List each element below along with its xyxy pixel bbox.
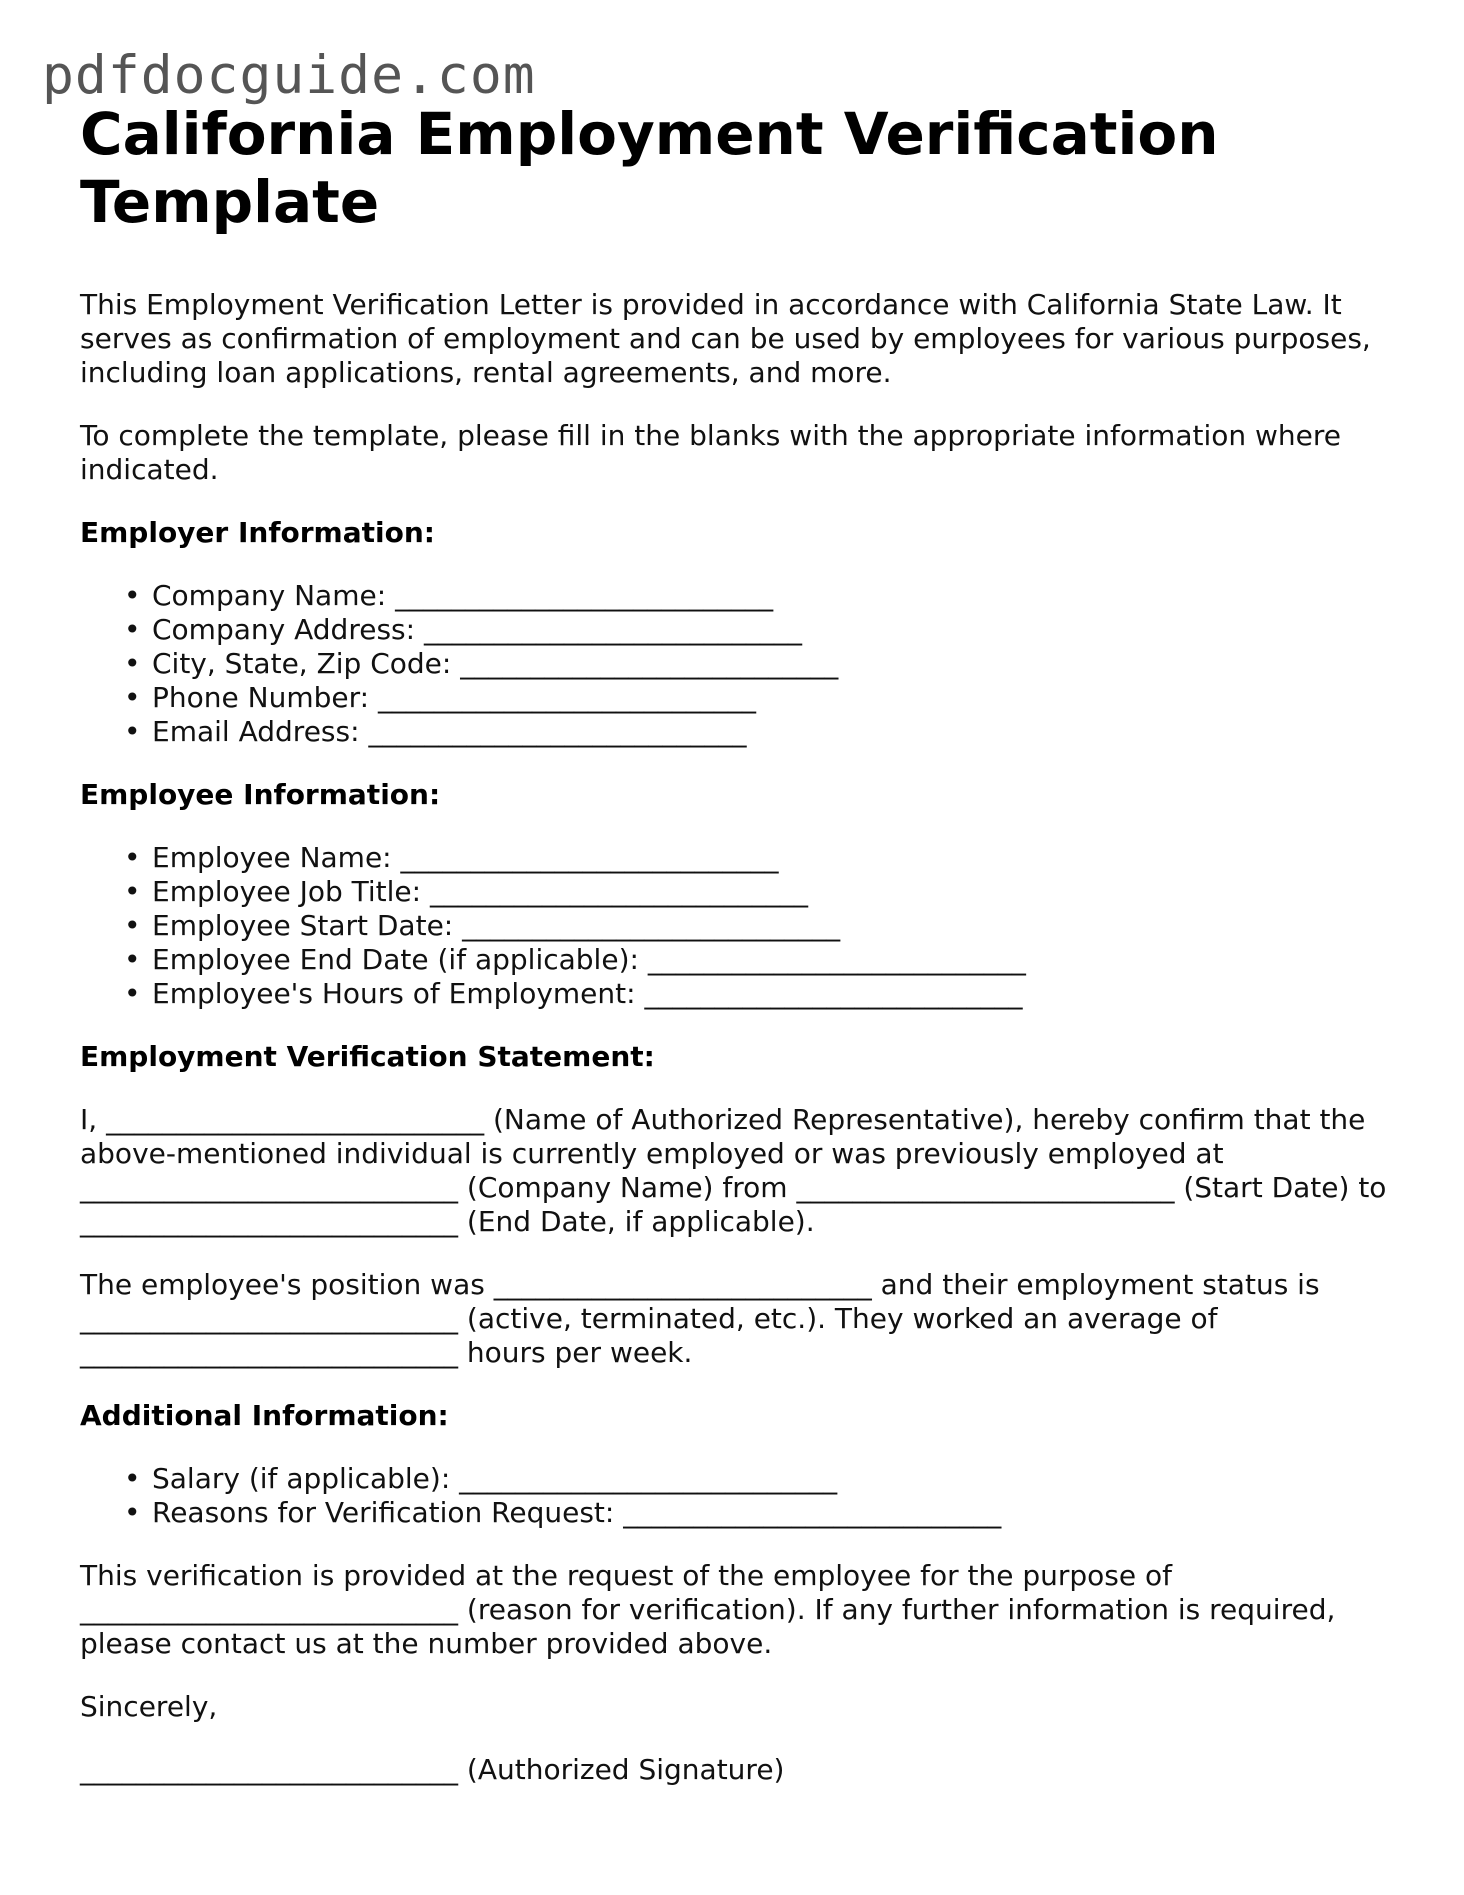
statement-text: hours per week. (466, 1336, 693, 1369)
field-label-end-date: Employee End Date (if applicable): (152, 943, 639, 976)
blank-line[interactable]: ___________________________ (462, 909, 841, 942)
statement-paragraph-2 (80, 1268, 1400, 1370)
blank-line[interactable]: ___________________________ (423, 613, 802, 646)
bullet: • (124, 715, 141, 748)
statement-text: (Company Name) from (466, 1171, 788, 1204)
field-label-email-address: Email Address: (152, 715, 360, 748)
page-title: California Employment Verification Template (80, 100, 1219, 236)
employer-field-list (80, 579, 1400, 749)
list-item (124, 715, 1400, 749)
blank-line[interactable]: ___________________________ (395, 579, 774, 612)
bullet: • (124, 1496, 141, 1529)
statement-text: (active, terminated, etc.). They worked an average of (466, 1302, 1218, 1335)
blank-line[interactable]: ___________________________ (368, 715, 747, 748)
sincerely-text: Sincerely, (80, 1690, 218, 1723)
closing-text: This verification is provided at the request of the employee for the purpose of (80, 1559, 1172, 1592)
closing-paragraph (80, 1559, 1400, 1661)
employer-section-heading: Employer Information: (80, 516, 435, 549)
blank-line[interactable]: ___________________________ (80, 1171, 458, 1204)
field-label-employee-name: Employee Name: (152, 841, 392, 874)
intro-paragraph-2: To complete the template, please fill in the blanks with the appropriate information where indicated. (80, 419, 1342, 486)
field-label-phone-number: Phone Number: (152, 681, 370, 714)
blank-line[interactable]: ___________________________ (80, 1336, 458, 1369)
statement-text: and their employment status is (880, 1268, 1320, 1301)
additional-field-list (80, 1462, 1400, 1530)
bullet: • (124, 647, 141, 680)
list-item (124, 943, 1400, 977)
bullet: • (124, 943, 141, 976)
bullet: • (124, 909, 141, 942)
blank-line[interactable]: ___________________________ (460, 647, 839, 680)
list-item (124, 875, 1400, 909)
blank-line[interactable]: ___________________________ (377, 681, 756, 714)
closing-text: (reason for verification). If any further information is required, please contact us at the number provided above. (80, 1593, 1336, 1660)
blank-line[interactable]: ___________________________ (80, 1302, 458, 1335)
blank-line[interactable]: ___________________________ (400, 841, 779, 874)
intro-paragraph-1: This Employment Verification Letter is provided in accordance with California State Law. It serves as confirmation of employment and can be used by employees for various purposes, including loan applications, rental agreements, and more. (80, 288, 1371, 389)
field-label-reasons: Reasons for Verification Request: (152, 1496, 615, 1529)
list-item (124, 613, 1400, 647)
bullet: • (124, 875, 141, 908)
blank-line[interactable]: ___________________________ (80, 1205, 458, 1238)
list-item (124, 681, 1400, 715)
field-label-salary: Salary (if applicable): (152, 1462, 451, 1495)
blank-line[interactable]: ___________________________ (80, 1753, 458, 1786)
field-label-job-title: Employee Job Title: (152, 875, 422, 908)
statement-text: (Start Date) to (1183, 1171, 1387, 1204)
additional-section-heading: Additional Information: (80, 1399, 449, 1432)
employee-section-heading: Employee Information: (80, 778, 441, 811)
employee-field-list (80, 841, 1400, 1011)
field-label-company-name: Company Name: (152, 579, 387, 612)
bullet: • (124, 977, 141, 1010)
blank-line[interactable]: ___________________________ (80, 1593, 458, 1626)
statement-text: The employee's position was (80, 1268, 485, 1301)
list-item (124, 841, 1400, 875)
bullet: • (124, 681, 141, 714)
statement-text: I, (80, 1103, 98, 1136)
signature-label: (Authorized Signature) (466, 1753, 785, 1786)
watermark: pdfdocguide.com (42, 45, 536, 106)
blank-line[interactable]: ___________________________ (796, 1171, 1175, 1204)
bullet: • (124, 579, 141, 612)
field-label-city-state-zip: City, State, Zip Code: (152, 647, 452, 680)
list-item (124, 1496, 1400, 1530)
statement-paragraph-1 (80, 1103, 1400, 1239)
bullet: • (124, 841, 141, 874)
blank-line[interactable]: ___________________________ (623, 1496, 1002, 1529)
document-page (80, 100, 1400, 1787)
list-item (124, 909, 1400, 943)
blank-line[interactable]: ___________________________ (429, 875, 808, 908)
field-label-company-address: Company Address: (152, 613, 416, 646)
list-item (124, 1462, 1400, 1496)
blank-line[interactable]: ___________________________ (493, 1268, 872, 1301)
blank-line[interactable]: ___________________________ (459, 1462, 838, 1495)
field-label-hours: Employee's Hours of Employment: (152, 977, 636, 1010)
bullet: • (124, 613, 141, 646)
list-item (124, 647, 1400, 681)
signature-line (80, 1753, 1400, 1787)
field-label-start-date: Employee Start Date: (152, 909, 454, 942)
statement-text: (Name of Authorized Representative), hereby confirm that the above-mentioned individual is currently employed or was previously employed at (80, 1103, 1366, 1170)
blank-line[interactable]: ___________________________ (644, 977, 1023, 1010)
statement-text: (End Date, if applicable). (466, 1205, 815, 1238)
bullet: • (124, 1462, 141, 1495)
list-item (124, 977, 1400, 1011)
statement-section-heading: Employment Verification Statement: (80, 1040, 655, 1073)
blank-line[interactable]: ___________________________ (106, 1103, 485, 1136)
list-item (124, 579, 1400, 613)
blank-line[interactable]: ___________________________ (647, 943, 1026, 976)
